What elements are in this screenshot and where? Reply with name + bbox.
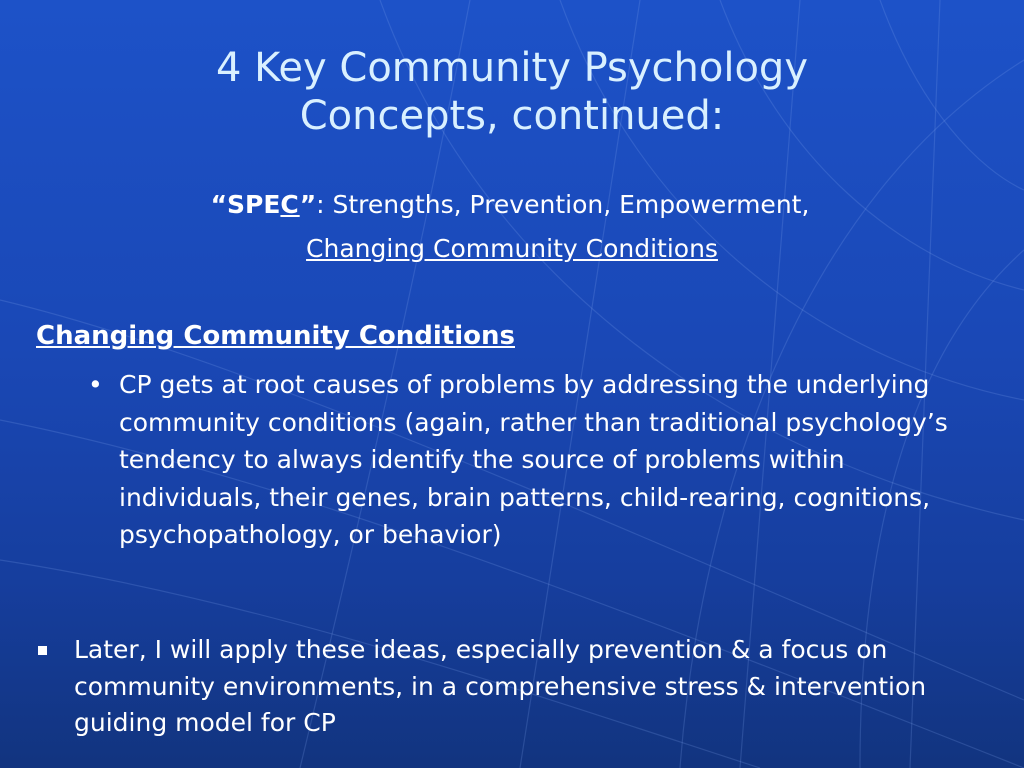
square-bullet-icon [38, 646, 47, 655]
slide-title [0, 44, 1024, 140]
slide-title-line-2: Concepts, continued: [299, 93, 725, 139]
bullet-dot-icon: • [88, 370, 103, 399]
sub-bullet-item [88, 366, 968, 554]
section-heading: Changing Community Conditions [36, 321, 515, 351]
spec-close-quote: ” [299, 190, 317, 219]
spec-expansion-changing-conditions: Changing Community Conditions [306, 234, 718, 263]
spec-subtitle-line-2 [0, 227, 1024, 271]
sub-bullet-text: CP gets at root causes of problems by addressing the underlying community conditions (again, rather than traditional psychology’s tendency to always identify the source of problems within individuals, their genes, brain patterns, child-rearing, cognitions, psychopathology, or behavior) [119, 370, 948, 549]
spec-expansion: : Strengths, Prevention, Empowerment, [316, 190, 810, 219]
slide-title-line-1: 4 Key Community Psychology [215, 45, 808, 91]
spec-open-quote: “ [210, 190, 228, 219]
spec-subtitle-line-1 [0, 183, 1024, 227]
main-bullet-item [34, 632, 974, 742]
spec-acronym-start: SPE [227, 190, 281, 219]
spec-subtitle [0, 183, 1024, 271]
main-bullet-text: Later, I will apply these ideas, especially prevention & a focus on community environments, in a comprehensive stress & intervention guiding model for CP [74, 635, 927, 737]
spec-acronym-end: C [280, 190, 300, 219]
